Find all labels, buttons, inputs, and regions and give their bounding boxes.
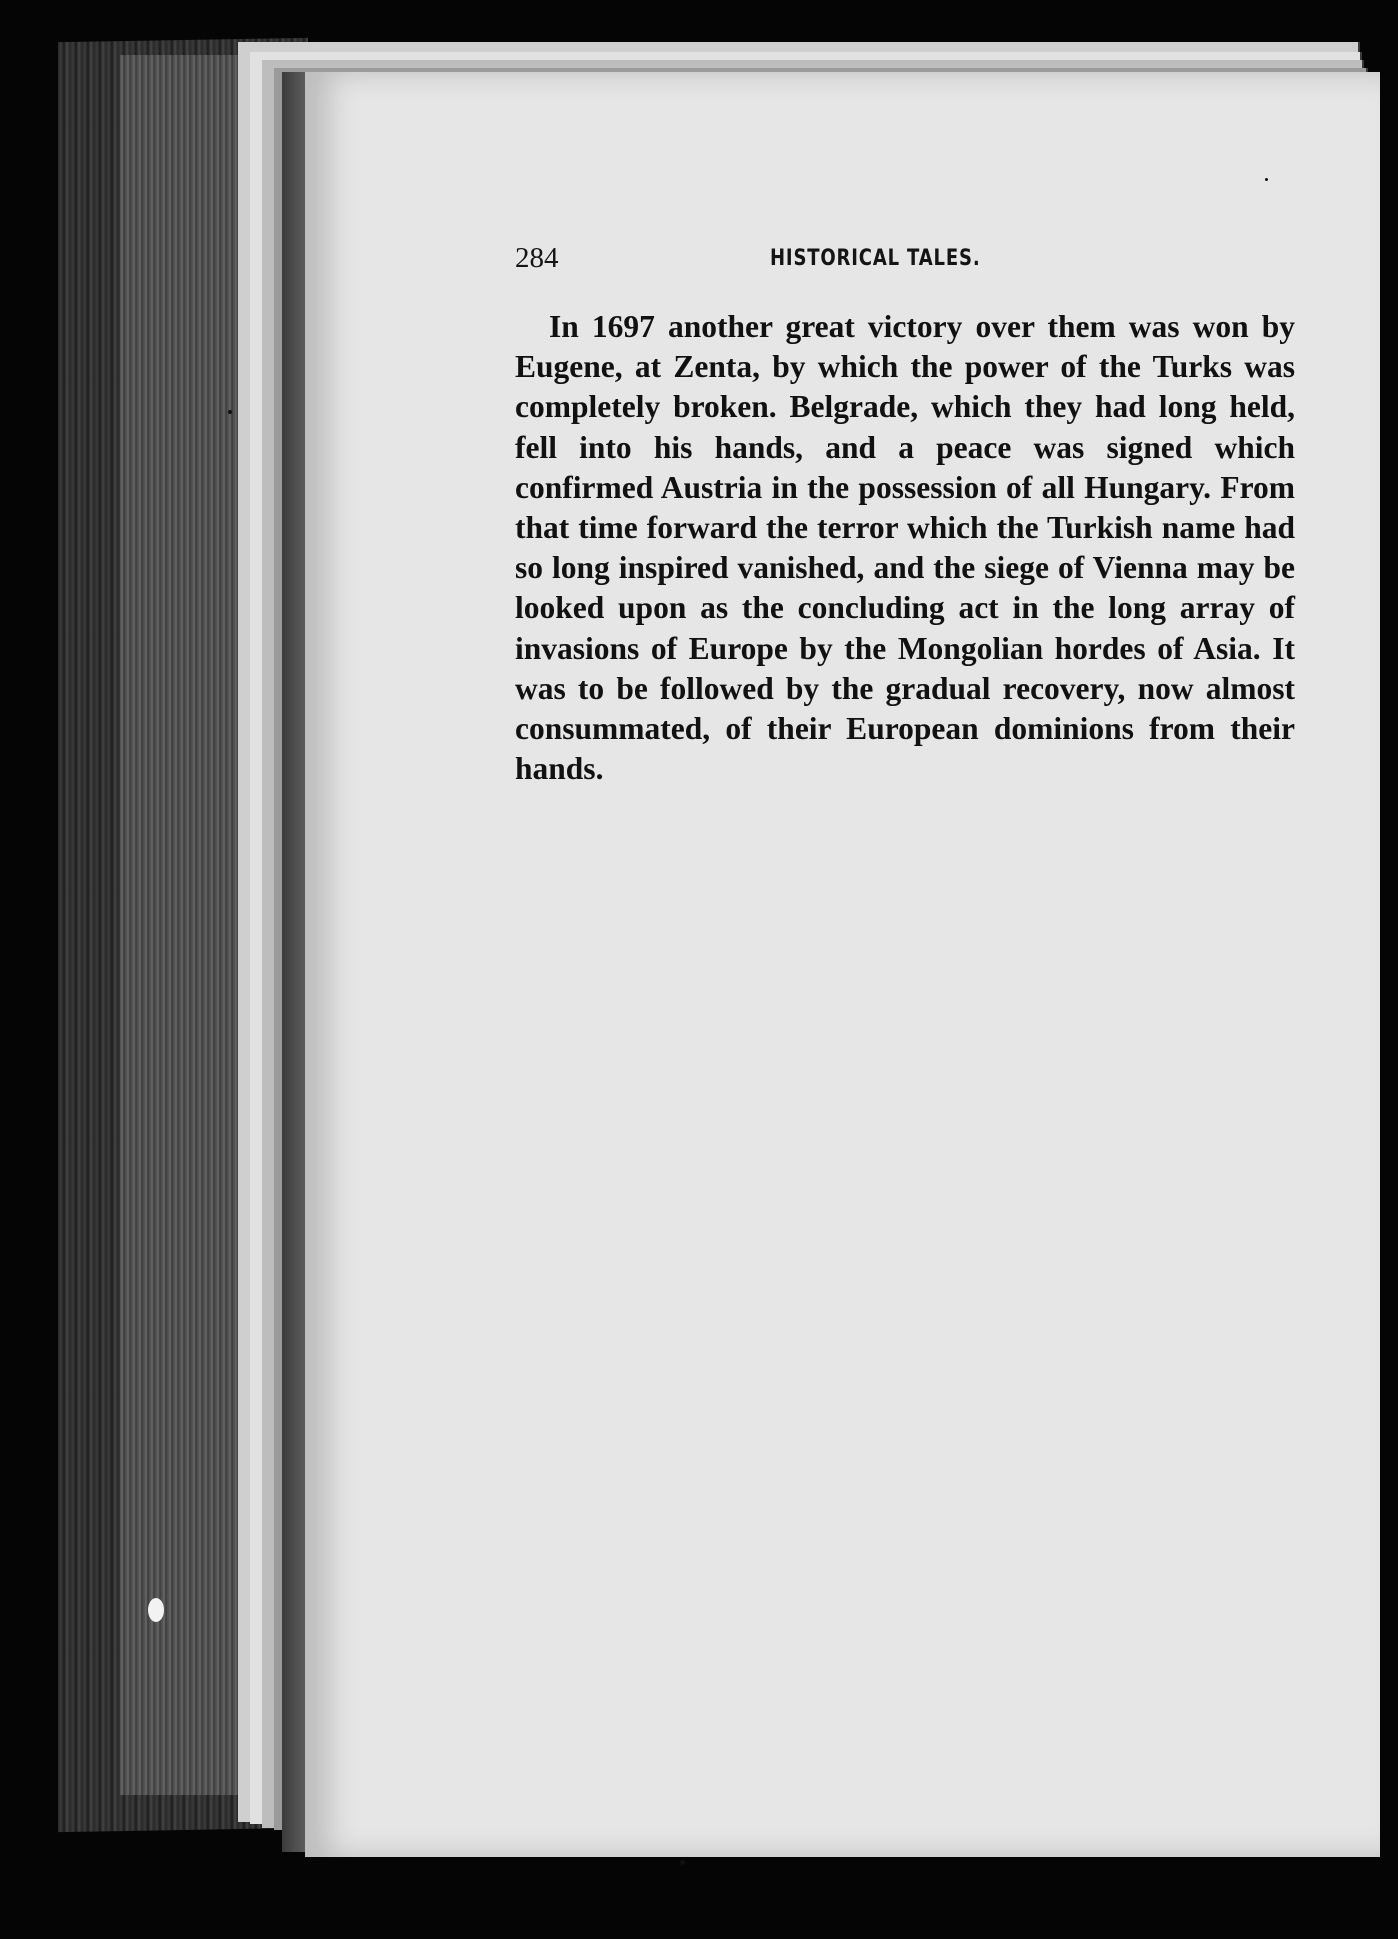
dust-speck [148,1598,164,1622]
page-number: 284 [515,242,559,274]
running-header [515,242,1040,282]
dust-speck [1265,178,1268,181]
body-paragraph: In 1697 another great victory over them was won by Eugene, at Zenta, by which the power of the Turks was completely broken. Belgrade, which they had long held, fell into his hands, and a peace was signed which confirmed Austria in the possession of all Hungary. From that time forward the terror which the Turkish name had so long inspired vanished, and the siege of Vienna may be looked upon as the concluding act in the long array of invasions of Europe by the Mongolian hordes of Asia. It was to be followed by the gradual recovery, now almost consummated, of their European dominions from their hands. [515,309,1295,787]
book-binding [120,55,250,1795]
dust-speck [228,410,232,414]
dust-speck [680,1860,685,1865]
running-title: HISTORICAL TALES. [770,246,981,271]
